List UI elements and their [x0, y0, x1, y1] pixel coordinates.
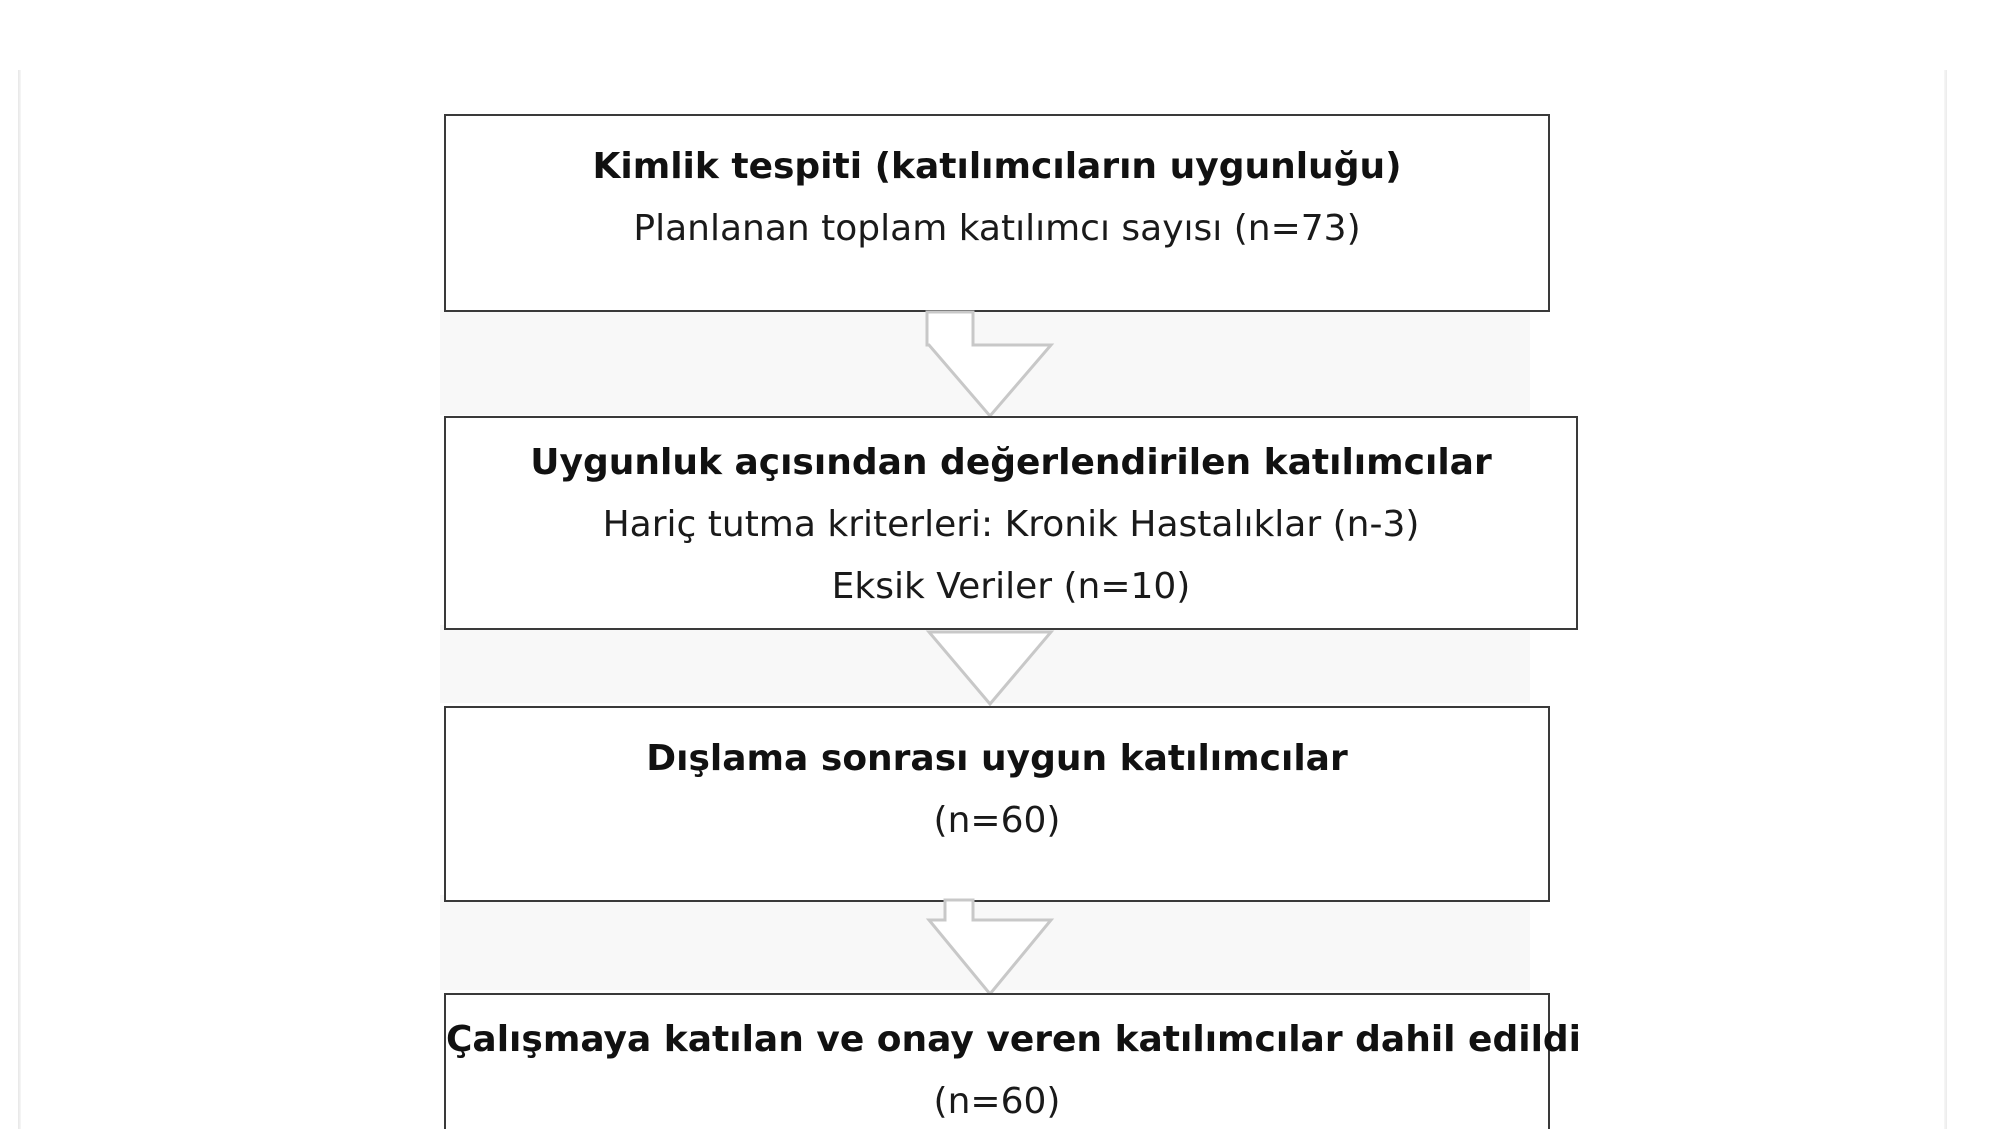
box-title: Çalışmaya katılan ve onay veren katılımcılar dahil edildi [446, 1019, 1582, 1060]
down-arrow-icon [915, 310, 1065, 420]
box-title: Dışlama sonrası uygun katılımcılar [646, 738, 1348, 779]
flow-box-identification [444, 114, 1550, 312]
box-text: (n=60) [933, 800, 1061, 841]
box-text-exclusion: Hariç tutma kriterleri: Kronik Hastalıklar (n-3) [602, 504, 1420, 545]
box-text: Planlanan toplam katılımcı sayısı (n=73) [633, 208, 1361, 249]
down-arrow-icon [915, 898, 1065, 998]
box-title: Kimlik tespiti (katılımcıların uygunluğu) [592, 146, 1402, 187]
box-title: Uygunluk açısından değerlendirilen katılımcılar [530, 442, 1492, 483]
box-text-missing: Eksik Veriler (n=10) [831, 566, 1191, 607]
flow-box-eligibility [444, 416, 1578, 630]
flow-box-included [444, 993, 1582, 1129]
down-arrow-icon [915, 628, 1065, 708]
page-edge-left [18, 70, 21, 1129]
page-edge-right [1944, 70, 1947, 1129]
flow-box-eligible-after-exclusion [444, 706, 1550, 902]
box-text: (n=60) [933, 1081, 1061, 1122]
